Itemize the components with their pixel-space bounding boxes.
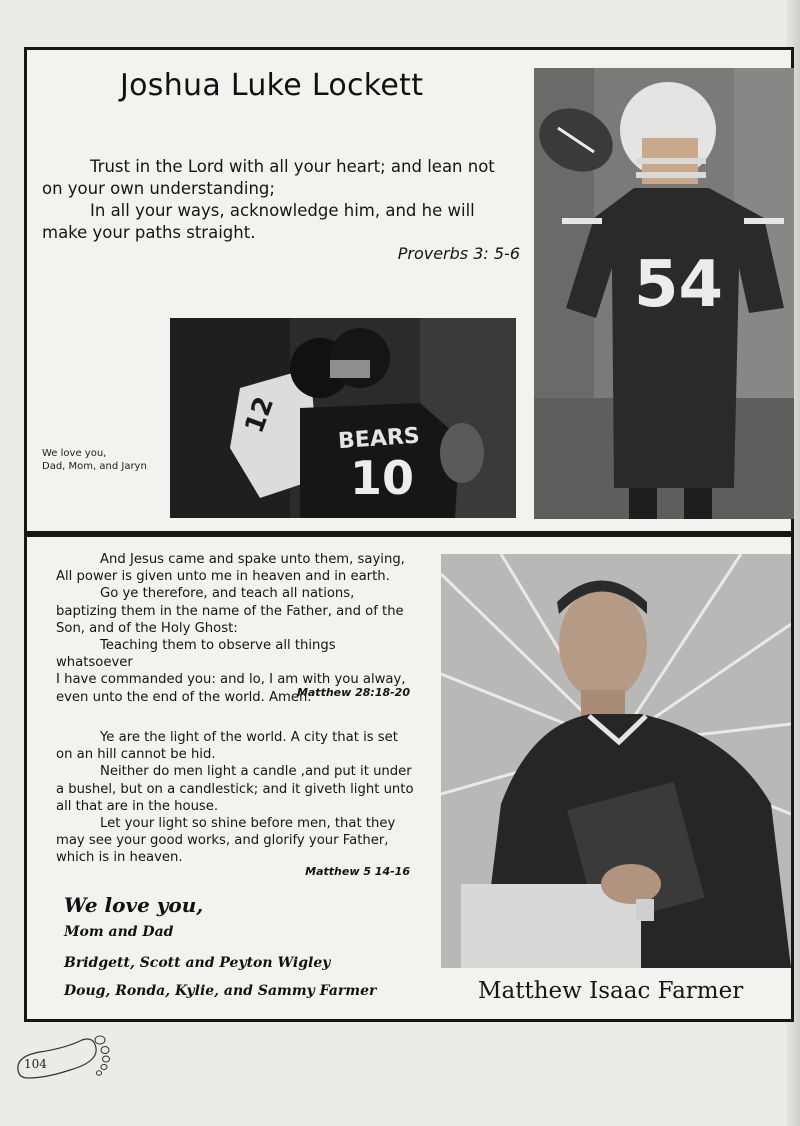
verse-line: all that are in the house. <box>56 798 219 814</box>
bottom-verse-1 <box>56 551 416 706</box>
top-profile-verse <box>42 156 512 244</box>
bottom-profile-name: Matthew Isaac Farmer <box>478 978 744 1004</box>
verse-line: Teaching them to observe all things whatsoever <box>56 638 336 671</box>
verse-1-reference: Matthew 28:18-20 <box>296 686 410 699</box>
verse-2-reference: Matthew 5 14-16 <box>305 865 410 878</box>
dedication-line: We love you, <box>42 448 107 459</box>
action-jersey-text: BEARS <box>337 423 421 455</box>
top-verse-reference: Proverbs 3: 5-6 <box>397 244 520 263</box>
senior-portrait-photo <box>441 554 791 968</box>
verse-line: on an hill cannot be hid. <box>56 747 216 763</box>
verse-line: on your own understanding; <box>42 179 275 198</box>
footprint-icon <box>10 1030 114 1082</box>
verse-line: Go ye therefore, and teach all nations, <box>100 586 355 602</box>
verse-line: even unto the end of the world. Amen. <box>56 689 312 705</box>
bottom-verse-2 <box>56 729 416 867</box>
love-heading: We love you, <box>64 893 204 917</box>
page-number: 104 <box>24 1057 47 1071</box>
love-line: Mom and Dad <box>64 924 174 940</box>
action-jersey-number: 10 <box>350 451 415 505</box>
verse-line: make your paths straight. <box>42 223 256 242</box>
verse-line: Trust in the Lord with all your heart; and lean not <box>90 157 495 176</box>
verse-line: Son, and of the Holy Ghost: <box>56 620 238 636</box>
child-jersey-number: 54 <box>634 248 724 322</box>
verse-line: And Jesus came and spake unto them, saying, <box>100 552 405 567</box>
verse-line: which is in heaven. <box>56 850 183 866</box>
opponent-jersey-number: 12 <box>239 392 281 438</box>
verse-line: All power is given unto me in heaven and in earth. <box>56 569 390 585</box>
child-football-photo <box>534 68 794 519</box>
verse-line: may see your good works, and glorify your Father, <box>56 833 389 849</box>
verse-line: Let your light so shine before men, that they <box>100 816 396 832</box>
verse-line: Ye are the light of the world. A city that is set <box>100 730 398 745</box>
verse-line: In all your ways, acknowledge him, and he will <box>90 201 475 220</box>
verse-line: I have commanded you: and lo, I am with you alway, <box>56 672 406 688</box>
game-action-photo <box>170 318 516 518</box>
verse-line: Neither do men light a candle ,and put it under <box>100 764 412 780</box>
verse-line: baptizing them in the name of the Father, and of the <box>56 603 404 619</box>
verse-line: a bushel, but on a candlestick; and it giveth light unto <box>56 781 414 797</box>
top-profile-name: Joshua Luke Lockett <box>120 68 424 103</box>
top-dedication <box>42 447 147 473</box>
love-line: Doug, Ronda, Kylie, and Sammy Farmer <box>64 983 377 999</box>
love-line: Bridgett, Scott and Peyton Wigley <box>64 955 331 971</box>
dedication-line: Dad, Mom, and Jaryn <box>42 461 147 472</box>
